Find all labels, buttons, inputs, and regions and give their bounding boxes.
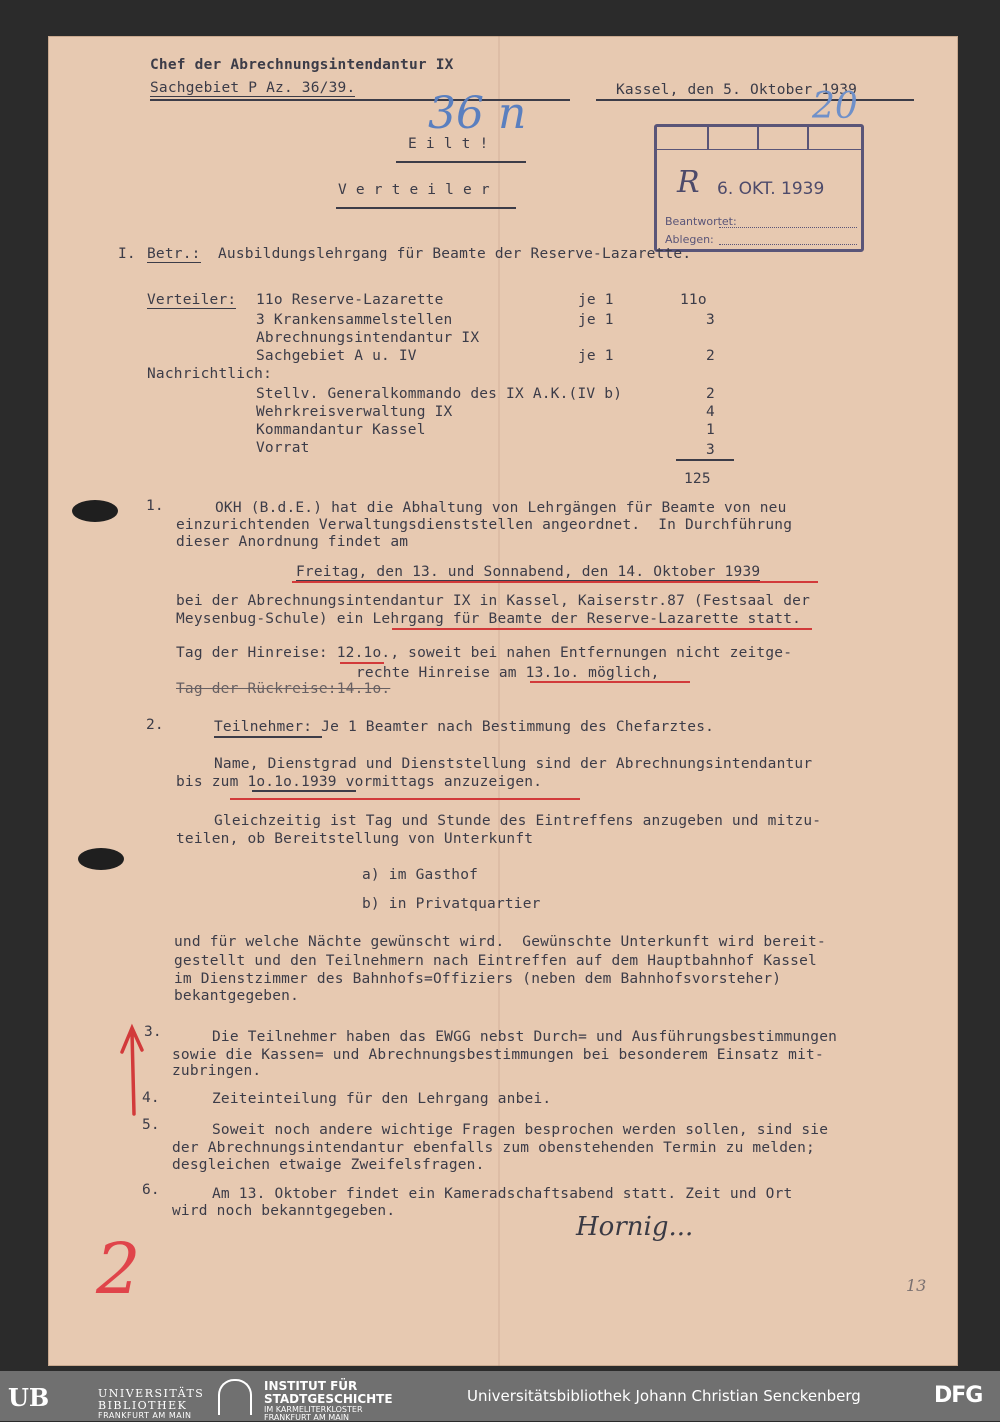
distribution-underline bbox=[336, 207, 516, 209]
subject-label: Betr.: bbox=[147, 246, 201, 262]
distribution-row-count: 2 bbox=[706, 348, 715, 364]
stamp-dotted-line bbox=[719, 227, 857, 228]
receipt-stamp bbox=[654, 124, 864, 252]
paragraph-number: 2. bbox=[146, 717, 164, 733]
urgent-underline bbox=[396, 161, 526, 163]
isg-logo-line: IM KARMELITERKLOSTER bbox=[264, 1405, 363, 1414]
ub-logo-line: BIBLIOTHEK bbox=[98, 1399, 188, 1412]
distribution-row-count: 11o bbox=[680, 292, 707, 308]
signature: Hornig... bbox=[576, 1212, 694, 1242]
paragraph-line: OKH (B.d.E.) hat die Abhaltung von Lehrgängen für Beamte von neu bbox=[215, 500, 787, 516]
red-underline bbox=[292, 581, 818, 583]
option-a: a) im Gasthof bbox=[362, 867, 479, 883]
info-row-count: 3 bbox=[706, 442, 715, 458]
paragraph-line: bis zum 1o.1o.1939 vormittags anzuzeigen. bbox=[176, 774, 543, 790]
library-name-link[interactable]: Universitätsbibliothek Johann Christian Senckenberg bbox=[467, 1387, 861, 1405]
info-row-name: Stellv. Generalkommando des IX A.K.(IV b) bbox=[256, 386, 623, 402]
distribution-label: Verteiler: bbox=[147, 292, 237, 308]
handwritten-top-number: 36 n bbox=[428, 88, 527, 139]
stamp-dotted-line bbox=[719, 244, 857, 245]
stamp-date: 6. OKT. 1939 bbox=[717, 179, 825, 199]
paragraph-number: 4. bbox=[142, 1090, 160, 1106]
paragraph-line: zubringen. bbox=[172, 1063, 262, 1079]
paragraph-line: im Dienstzimmer des Bahnhofs=Offiziers (neben dem Bahnhofsvorsteher) bbox=[174, 971, 782, 987]
option-b: b) in Privatquartier bbox=[362, 896, 541, 912]
paragraph-line: dieser Anordnung findet am bbox=[176, 534, 409, 550]
arch-icon bbox=[218, 1379, 252, 1415]
isg-logo-line: INSTITUT FÜR bbox=[264, 1379, 358, 1393]
paragraph-line: Soweit noch andere wichtige Fragen besprochen werden sollen, sind sie bbox=[212, 1122, 829, 1138]
info-row-name: Vorrat bbox=[256, 440, 310, 456]
paragraph-line: einzurichtenden Verwaltungsdienststellen angeordnet. In Durchführung bbox=[176, 517, 793, 533]
stamp-divider bbox=[707, 127, 709, 149]
info-row-name: Wehrkreisverwaltung IX bbox=[256, 404, 453, 420]
paragraph-line: Teilnehmer: Je 1 Beamter nach Bestimmung des Chefarztes. bbox=[214, 719, 715, 735]
paragraph-line: gestellt und den Teilnehmern nach Eintreffen auf dem Hauptbahnhof Kassel bbox=[174, 953, 817, 969]
paragraph-line: Am 13. Oktober findet ein Kameradschaftsabend statt. Zeit und Ort bbox=[212, 1186, 793, 1202]
dfg-logo[interactable]: DFG bbox=[934, 1383, 983, 1408]
ub-logo-mark: UB bbox=[8, 1383, 50, 1412]
paragraph-number: 3. bbox=[144, 1024, 162, 1040]
info-row-name: Kommandantur Kassel bbox=[256, 422, 426, 438]
info-row-count: 4 bbox=[706, 404, 715, 420]
paragraph-line: Die Teilnehmer haben das EWGG nebst Durch= und Ausführungsbestimmungen bbox=[212, 1029, 838, 1045]
paragraph-line: Meysenbug-Schule) ein Lehrgang für Beamte der Reserve-Lazarette statt. bbox=[176, 611, 802, 627]
stamp-initial: R bbox=[677, 165, 700, 200]
page-number: 13 bbox=[906, 1276, 927, 1295]
subject-text: Ausbildungslehrgang für Beamte der Reserve-Lazarette. bbox=[218, 246, 692, 262]
info-row-count: 1 bbox=[706, 422, 715, 438]
paragraph-line: Name, Dienstgrad und Dienststellung sind der Abrechnungsintendantur bbox=[214, 756, 813, 772]
travel-line-struck: Tag der Rückreise:14.1o. bbox=[176, 681, 391, 697]
stamp-filed-label: Ablegen: bbox=[665, 233, 714, 246]
distribution-row-count: 3 bbox=[706, 312, 715, 328]
paragraph-line: bekantgegeben. bbox=[174, 988, 300, 1004]
deadline-underline bbox=[252, 790, 356, 792]
paragraph-number: 6. bbox=[142, 1182, 160, 1198]
paragraph-line: teilen, ob Bereitstellung von Unterkunft bbox=[176, 831, 534, 847]
paragraph-line: Gleichzeitig ist Tag und Stunde des Eintreffens anzugeben und mitzu- bbox=[214, 813, 822, 829]
distribution-row-each: je 1 bbox=[578, 292, 614, 308]
header-rule-right bbox=[596, 99, 914, 101]
info-label: Nachrichtlich: bbox=[147, 366, 273, 382]
distribution-heading: V e r t e i l e r bbox=[338, 182, 490, 198]
ub-logo-line: UNIVERSITÄTS bbox=[98, 1387, 205, 1400]
paragraph-number: 5. bbox=[142, 1117, 160, 1133]
paragraph-line: sowie die Kassen= und Abrechnungsbestimmungen bei besonderem Einsatz mit- bbox=[172, 1047, 824, 1063]
paragraph-line: der Abrechnungsintendantur ebenfalls zum obenstehenden Termin zu melden; bbox=[172, 1140, 815, 1156]
punch-hole bbox=[78, 848, 124, 870]
paragraph-line: Zeiteinteilung für den Lehrgang anbei. bbox=[212, 1091, 552, 1107]
paragraph-line: bei der Abrechnungsintendantur IX in Kassel, Kaiserstr.87 (Festsaal der bbox=[176, 593, 811, 609]
punch-hole bbox=[72, 500, 118, 522]
stamp-answered-label: Beantwortet: bbox=[665, 215, 737, 228]
stamp-divider bbox=[757, 127, 759, 149]
handwritten-margin-number: 2 bbox=[96, 1228, 141, 1310]
authority-heading: Chef der Abrechnungsintendantur IX bbox=[150, 57, 454, 73]
red-underline bbox=[340, 662, 384, 664]
sum-rule bbox=[676, 459, 734, 461]
participants-underline bbox=[214, 736, 322, 738]
distribution-row-name: 3 Krankensammelstellen bbox=[256, 312, 453, 328]
distribution-row-each: je 1 bbox=[578, 312, 614, 328]
handwritten-date-mark: 20 bbox=[812, 86, 858, 127]
paragraph-line: desgleichen etwaige Zweifelsfragen. bbox=[172, 1157, 485, 1173]
distribution-row-each: je 1 bbox=[578, 348, 614, 364]
reference-number: Sachgebiet P Az. 36/39. bbox=[150, 80, 356, 96]
paragraph-line: und für welche Nächte gewünscht wird. Gewünschte Unterkunft wird bereit- bbox=[174, 934, 826, 950]
place-date: Kassel, den 5. Oktober 1939 bbox=[616, 82, 858, 98]
travel-line: Tag der Hinreise: 12.1o., soweit bei nahen Entfernungen nicht zeitge- bbox=[176, 645, 793, 661]
ub-logo-line: FRANKFURT AM MAIN bbox=[98, 1411, 192, 1420]
distribution-total: 125 bbox=[684, 471, 711, 487]
distribution-row-name: 11o Reserve-Lazarette bbox=[256, 292, 444, 308]
isg-logo-line: FRANKFURT AM MAIN bbox=[264, 1413, 350, 1422]
red-underline bbox=[392, 628, 812, 630]
paragraph-number: 1. bbox=[146, 498, 164, 514]
red-underline bbox=[530, 681, 690, 683]
course-date: Freitag, den 13. und Sonnabend, den 14. Oktober 1939 bbox=[296, 564, 761, 580]
info-row-count: 2 bbox=[706, 386, 715, 402]
urgent-label: E i l t ! bbox=[408, 136, 489, 152]
isg-logo-line: STADTGESCHICHTE bbox=[264, 1392, 393, 1406]
stamp-divider bbox=[807, 127, 809, 149]
red-underline bbox=[230, 798, 580, 800]
stamp-header-row bbox=[657, 127, 861, 150]
distribution-row-name: Abrechnungsintendantur IX bbox=[256, 330, 480, 346]
footer-bar bbox=[0, 1371, 1000, 1421]
distribution-row-name: Sachgebiet A u. IV bbox=[256, 348, 417, 364]
paragraph-line: wird noch bekanntgegeben. bbox=[172, 1203, 396, 1219]
travel-line: rechte Hinreise am 13.1o. möglich, bbox=[356, 665, 660, 681]
subject-prefix: I. bbox=[118, 246, 136, 262]
